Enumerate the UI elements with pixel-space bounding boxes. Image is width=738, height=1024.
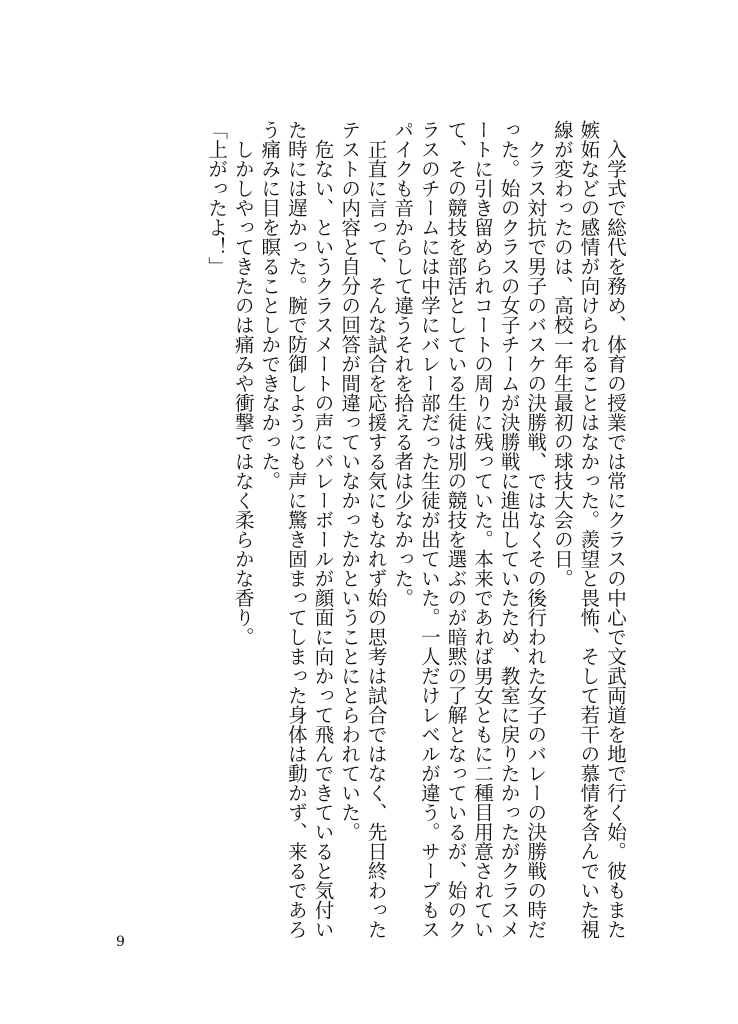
paragraph-4: 危ない、というクラスメートの声にバレーボールが顔面に向かって飛んできていると気付い た時には遅かった。腕で防御しようにも声に驚き固まってしまった身体は動かず、来るであろ う痛みに目を瞑ることしかできなかった。 — [258, 120, 335, 939]
body-text — [203, 120, 629, 940]
page-number: 9 — [116, 934, 125, 950]
paragraph-1: 入学式で総代を務め、体育の授業では常にクラスの中心で文武両道を地で行く始。彼もまた 嫉妬などの感情が向けられることはなかった。羨望と畏怖、そして若干の慕情を含んでいた視 線が変わったのは、高校一年生最初の球技大会の日。 — [550, 120, 627, 939]
paragraph-2: クラス対抗で男子のバスケの決勝戦、ではなくその後行われた女子のバレーの決勝戦の時だ った。始のクラスの女子チームが決勝戦に進出していたため、教室に戻りたかったがクラスメ ートに引き留められコートの周りに残っていた。本来であれば男女ともに二種目用意されてい て、その競技を部活としている生徒は別の競技を選ぶのが暗黙の了解となっているが、始のク ラスのチームには中学にバレー部だった生徒が出ていた。一人だけレベルが違う。サーブもス パイクも音からして違うそれを拾える者は少なかった。 — [391, 120, 548, 939]
paragraph-3: 正直に言って、そんな試合を応援する気にもなれず始の思考は試合ではなく、先日終わった テストの内容と自分の回答が間違っていなかったかということにとらわれていた。 — [338, 120, 388, 939]
paragraph-5: しかしやってきたのは痛みや衝撃ではなく柔らかな香り。 — [231, 120, 255, 647]
paragraph-6: 「上がったよ！」 — [205, 120, 229, 276]
